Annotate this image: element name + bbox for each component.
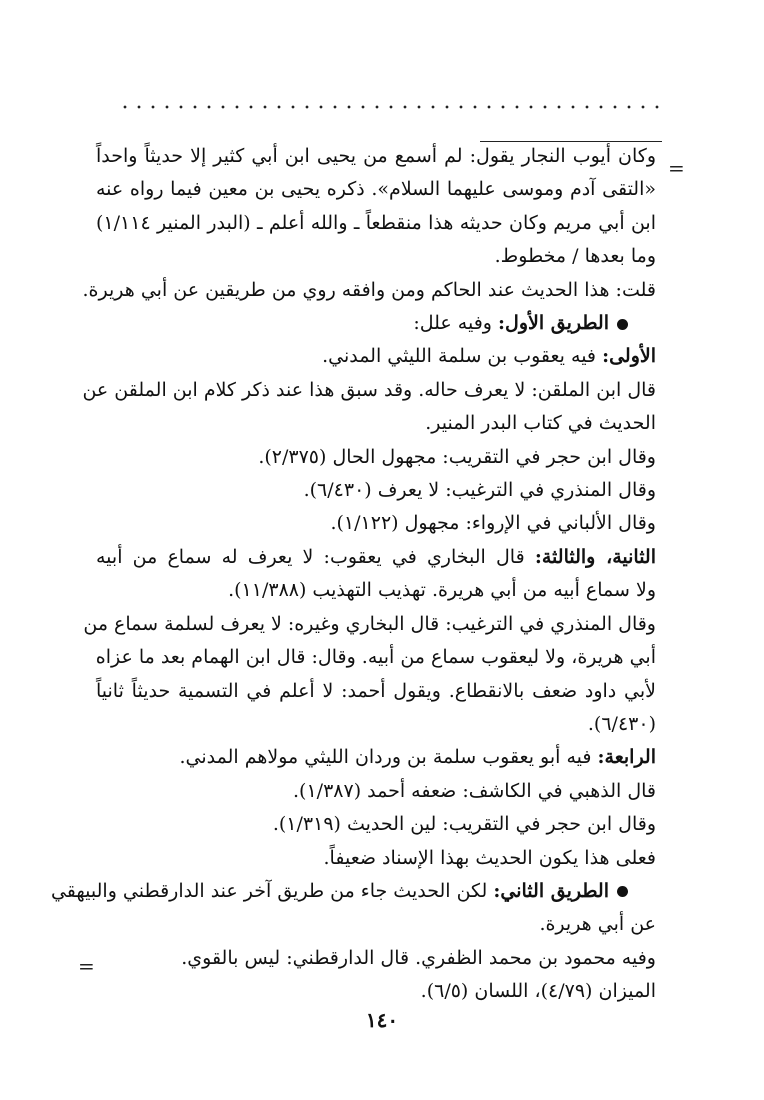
continuation-mark-top: = bbox=[668, 156, 685, 180]
text-line: وقال ابن حجر في التقريب: مجهول الحال (٢/٣٧٥). bbox=[258, 445, 656, 468]
path-two-line bbox=[50, 875, 656, 908]
text-line: وقال المنذري في الترغيب: قال البخاري وغيره: لا يعرف لسلمة سماع من bbox=[83, 612, 656, 635]
text-line: ابن أبي مريم وكان حديثه هذا منقطعاً ـ والله أعلم ـ (البدر المنير ١/١١٤) bbox=[96, 211, 656, 234]
text-line: وقال المنذري في الترغيب: لا يعرف (٦/٤٣٠). bbox=[303, 479, 656, 502]
text-line: قال الذهبي في الكاشف: ضعفه أحمد (١/٣٨٧). bbox=[293, 779, 656, 802]
text-line: أبي هريرة، ولا ليعقوب سماع من أبيه. وقال: قال ابن الهمام بعد ما عزاه bbox=[95, 646, 656, 669]
first-defect-line bbox=[96, 340, 656, 373]
footnote-body bbox=[50, 140, 656, 1009]
text-line: وكان أيوب النجار يقول: لم أسمع من يحيى ابن أبي كثير إلا حديثاً واحداً bbox=[96, 145, 656, 167]
bullet-icon bbox=[617, 319, 628, 330]
first-defect-text: فيه يعقوب بن سلمة الليثي المدني. bbox=[322, 345, 603, 368]
text-line: الميزان (٤/٧٩)، اللسان (٦/٥). bbox=[420, 980, 656, 1003]
path-one-line bbox=[96, 307, 656, 340]
second-third-heading: الثانية، والثالثة: bbox=[534, 545, 656, 568]
text-line: قال ابن الملقن: لا يعرف حاله. وقد سبق هذا عند ذكر كلام ابن الملقن عن bbox=[82, 378, 656, 401]
text-line: لأبي داود ضعف بالانقطاع. ويقول أحمد: لا أعلم في التسمية حديثاً ثانياً bbox=[96, 679, 656, 702]
text-line: «التقى آدم وموسى عليهما السلام». ذكره يحيى بن معين فيما رواه عنه bbox=[96, 178, 656, 201]
text-line: ولا سماع أبيه من أبي هريرة. تهذيب التهذيب (١١/٣٨٨). bbox=[228, 579, 656, 602]
page-number: ١٤٠ bbox=[365, 1008, 399, 1032]
text-line: وقال ابن حجر في التقريب: لين الحديث (١/٣١٩). bbox=[272, 813, 656, 836]
second-third-text: قال البخاري في يعقوب: لا يعرف له سماع من أبيه bbox=[96, 545, 535, 568]
text-line: وفيه محمود بن محمد الظفري. قال الدارقطني: ليس بالقوي. bbox=[181, 946, 656, 969]
text-line: (٦/٤٣٠). bbox=[587, 712, 656, 735]
text-line: فعلى هذا يكون الحديث بهذا الإسناد ضعيفاً. bbox=[323, 846, 656, 869]
text-line: قلت: هذا الحديث عند الحاكم ومن وافقه روي من طريقين عن أبي هريرة. bbox=[82, 278, 656, 301]
fourth-defect-heading: الرابعة: bbox=[597, 746, 656, 769]
fourth-defect-line bbox=[96, 741, 656, 774]
fourth-defect-text: فيه أبو يعقوب سلمة بن وردان الليثي مولاهم المدني. bbox=[179, 746, 598, 769]
continuation-mark-bottom: = bbox=[78, 954, 95, 978]
text-line: وما بعدها / مخطوط. bbox=[494, 245, 656, 268]
bullet-icon bbox=[617, 886, 628, 897]
path-two-text: لكن الحديث جاء من طريق آخر عند الدارقطني والبيهقي bbox=[50, 879, 494, 902]
text-line: وقال الألباني في الإرواء: مجهول (١/١٢٢). bbox=[330, 512, 656, 535]
path-one-text: وفيه علل: bbox=[413, 312, 498, 335]
first-defect-heading: الأولى: bbox=[602, 345, 656, 368]
text-line: عن أبي هريرة. bbox=[539, 913, 656, 936]
text-line: الحديث في كتاب البدر المنير. bbox=[425, 412, 656, 435]
path-two-heading: الطريق الثاني: bbox=[493, 879, 609, 902]
second-third-defect-line bbox=[96, 541, 656, 574]
path-one-heading: الطريق الأول: bbox=[498, 312, 609, 335]
dotted-separator bbox=[118, 100, 666, 114]
